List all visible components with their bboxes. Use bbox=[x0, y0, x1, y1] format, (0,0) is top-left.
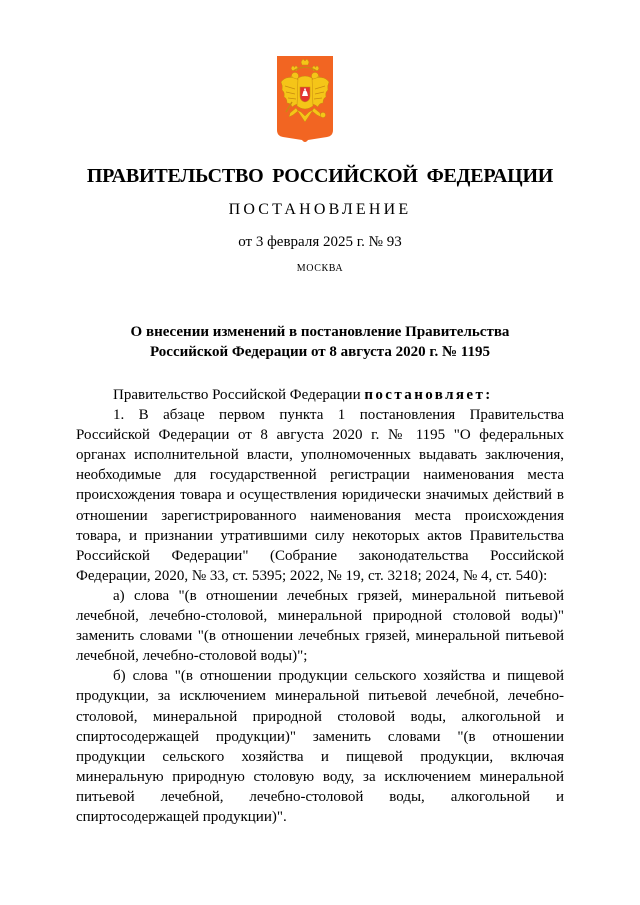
paragraph-item-1: 1. В абзаце первом пункта 1 постановления Правительства Российской Федерации от 8 августа 2020 г. № 1195 "О федеральных органах исполнительной власти, уполномоченных выдавать заключения, необходимые для государственной регистрации наименования места происхождения товара и осуществления юридически значимых действий в отношении зарегистрированного наименования места происхождения товара, и признании утратившими силу некоторых актов Правительства Российской Федерации" (Собрание законодательства Российской Федерации, 2020, № 33, ст. 5395; 2022, № 19, ст. 3218; 2024, № 4, ст. 540): bbox=[76, 407, 564, 584]
heading-line-2: Российской Федерации от 8 августа 2020 г. № 1195 bbox=[150, 344, 490, 360]
intro-text: Правительство Российской Федерации bbox=[113, 387, 365, 403]
document-type: ПОСТАНОВЛЕНИЕ bbox=[228, 201, 412, 218]
government-title: ПРАВИТЕЛЬСТВО РОССИЙСКОЙ ФЕДЕРАЦИИ bbox=[86, 165, 554, 187]
subparagraph-b: б) слова "(в отношении продукции сельского хозяйства и пищевой продукции, за исключением минеральной питьевой лечебной, лечебно-столовой, минеральной природной столовой воды, алкогольной и спиртосодержащей продукции)" заменить словами "(в отношении продукции сельского хозяйства и пищевой продукции, включая минеральную природную столовую воду, за исключением минеральной питьевой лечебной, лечебно-столовой воды, алкогольной и спиртосодержащей продукции)". bbox=[76, 668, 564, 825]
coat-of-arms-icon bbox=[277, 56, 333, 144]
heading-line-1: О внесении изменений в постановление Правительства bbox=[130, 324, 510, 340]
intro-paragraph bbox=[76, 385, 564, 405]
document-heading bbox=[0, 322, 640, 362]
resolves-word: постановляет: bbox=[364, 387, 493, 403]
document-city: МОСКВА bbox=[296, 263, 344, 274]
document-date-number: от 3 февраля 2025 г. № 93 bbox=[238, 234, 402, 250]
document-body bbox=[76, 385, 564, 827]
subparagraph-a: а) слова "(в отношении лечебных грязей, минеральной питьевой лечебной, лечебно-столовой, минеральной природной столовой воды)" заменить словами "(в отношении лечебных грязей, минеральной питьевой лечебной, лечебно-столовой воды)"; bbox=[76, 587, 564, 665]
